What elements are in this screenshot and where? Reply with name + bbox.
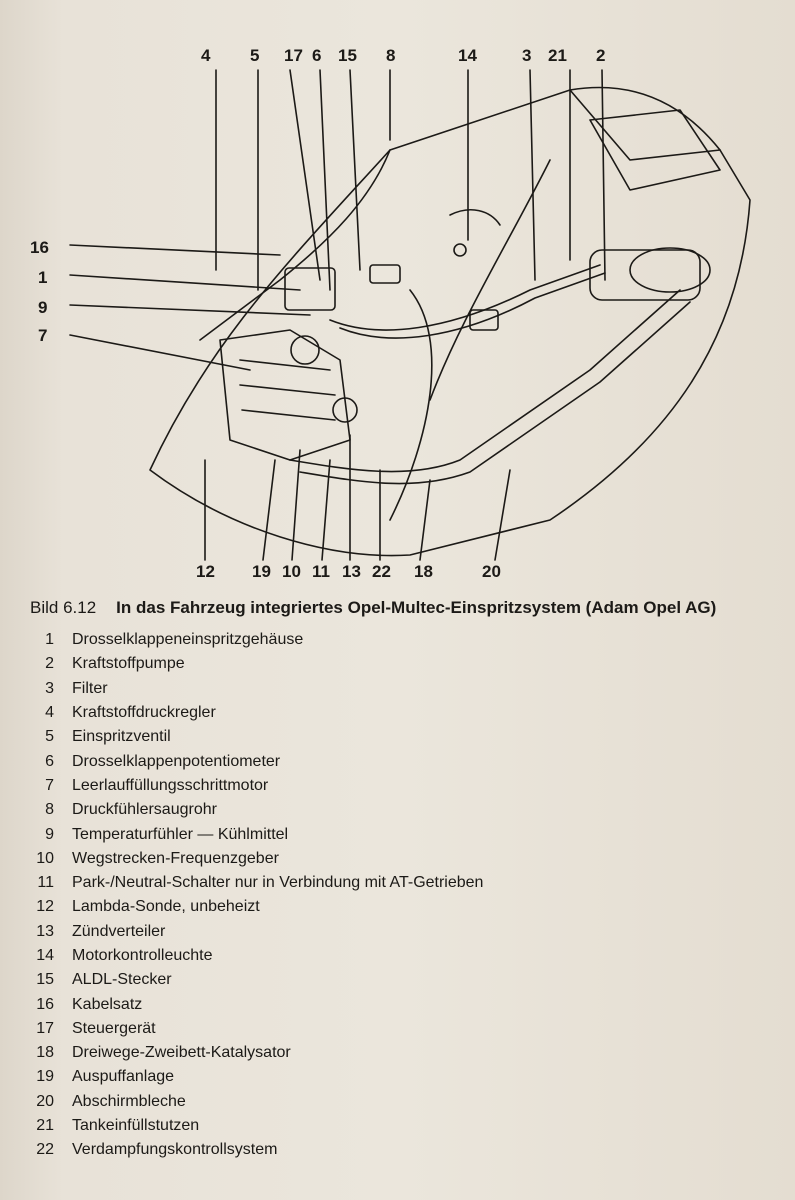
callout-top-6: 6: [312, 46, 322, 65]
legend-text: Leerlauffüllungsschrittmotor: [72, 776, 269, 794]
figure-illustration: [30, 40, 770, 600]
legend-text: Zündverteiler: [72, 922, 166, 940]
figure-caption: [30, 598, 716, 618]
legend-text: Einspritzventil: [72, 728, 171, 746]
callout-top-17: 17: [284, 46, 303, 65]
legend-text: Kraftstoffdruckregler: [72, 704, 216, 722]
callout-top-21: 21: [548, 46, 567, 65]
callout-bottom-10: 10: [282, 562, 301, 581]
legend-item: [30, 749, 770, 773]
legend-number: 1: [45, 631, 54, 649]
legend-number: 18: [36, 1044, 54, 1062]
legend-number: 21: [36, 1117, 54, 1135]
legend-number: 6: [45, 752, 54, 770]
legend-text: Lambda-Sonde, unbeheizt: [72, 898, 260, 916]
legend-item: [30, 774, 770, 798]
legend-item: [30, 1065, 770, 1089]
callout-left-7: 7: [38, 326, 48, 345]
legend-item: [30, 1090, 770, 1114]
legend-number: 4: [45, 704, 54, 722]
callout-bottom-22: 22: [372, 562, 391, 581]
legend-text: Druckfühlersaugrohr: [72, 801, 217, 819]
legend-number: 10: [36, 849, 54, 867]
legend-number: 12: [36, 898, 54, 916]
legend-text: Dreiwege-Zweibett-Katalysator: [72, 1044, 291, 1062]
legend-text: Kabelsatz: [72, 995, 143, 1013]
legend-item: [30, 701, 770, 725]
legend-item: [30, 847, 770, 871]
legend-text: Drosselklappenpotentiometer: [72, 752, 281, 770]
legend-number: 14: [36, 947, 54, 964]
legend-item: [30, 871, 770, 895]
callout-left-16: 16: [30, 238, 49, 257]
legend-number: 3: [45, 679, 54, 697]
legend-item: [30, 652, 770, 676]
legend-number: 22: [36, 1141, 54, 1159]
legend-text: Park-/Neutral-Schalter nur in Verbindung mit AT-Getrieben: [72, 874, 484, 892]
legend-item: [30, 628, 770, 652]
legend-number: 19: [36, 1068, 54, 1086]
callout-top-5: 5: [250, 46, 260, 65]
legend-number: 5: [45, 728, 54, 746]
legend-item: [30, 1114, 770, 1138]
callout-top-2: 2: [596, 46, 606, 65]
figure-caption-text: In das Fahrzeug integriertes Opel-Multec-Einspritzsystem (Adam Opel AG): [116, 598, 717, 617]
car-injection-system-drawing: [30, 40, 770, 600]
figure-label: Bild 6.12: [30, 598, 97, 617]
legend-number: 9: [45, 825, 54, 843]
legend-item: [30, 725, 770, 749]
legend-number: 16: [36, 995, 54, 1013]
figure-legend: [30, 628, 770, 1163]
legend-number: 7: [45, 776, 54, 794]
legend-text: Wegstrecken-Frequenzgeber: [72, 849, 279, 867]
legend-number: 8: [45, 801, 54, 819]
legend-number: 2: [45, 655, 54, 673]
legend-text: Kraftstoffpumpe: [72, 655, 185, 673]
legend-number: 13: [36, 922, 54, 940]
legend-item: [30, 1138, 770, 1162]
callout-bottom-19: 19: [252, 562, 271, 581]
legend-item: [30, 822, 770, 846]
legend-item: [30, 677, 770, 701]
legend-text: Auspuffanlage: [72, 1068, 175, 1086]
callout-top-14: 14: [458, 46, 477, 65]
legend-item: [30, 798, 770, 822]
legend-text: Motorkontrolleuchte: [72, 947, 213, 964]
legend-number: 20: [36, 1092, 54, 1110]
legend-item: [30, 992, 770, 1016]
legend-number: 17: [36, 1019, 54, 1037]
callout-top-15: 15: [338, 46, 357, 65]
callout-top-8: 8: [386, 46, 396, 65]
callout-left-9: 9: [38, 298, 48, 317]
legend-text: Tankeinfüllstutzen: [72, 1117, 200, 1135]
callout-left-1: 1: [38, 268, 48, 287]
legend-text: Steuergerät: [72, 1019, 156, 1037]
legend-number: 15: [36, 971, 54, 989]
legend-item: [30, 920, 770, 944]
callout-top-4: 4: [201, 46, 211, 65]
legend-text: Abschirmbleche: [72, 1092, 186, 1110]
callout-bottom-12: 12: [196, 562, 215, 581]
legend-item: [30, 895, 770, 919]
legend-number: 11: [37, 874, 54, 892]
legend-item: [30, 968, 770, 992]
legend-item: [30, 944, 770, 968]
callout-bottom-18: 18: [414, 562, 433, 581]
legend-text: Verdampfungskontrollsystem: [72, 1141, 278, 1159]
legend-text: Temperaturfühler — Kühlmittel: [72, 825, 289, 843]
legend-text: Filter: [72, 679, 108, 697]
callout-bottom-13: 13: [342, 562, 361, 581]
legend-item: [30, 1017, 770, 1041]
legend-item: [30, 1041, 770, 1065]
legend-text: Drosselklappeneinspritzgehäuse: [72, 631, 304, 649]
callout-bottom-11: 11: [312, 562, 330, 581]
callout-top-3: 3: [522, 46, 532, 65]
callout-bottom-20: 20: [482, 562, 501, 581]
legend-text: ALDL-Stecker: [72, 971, 172, 989]
